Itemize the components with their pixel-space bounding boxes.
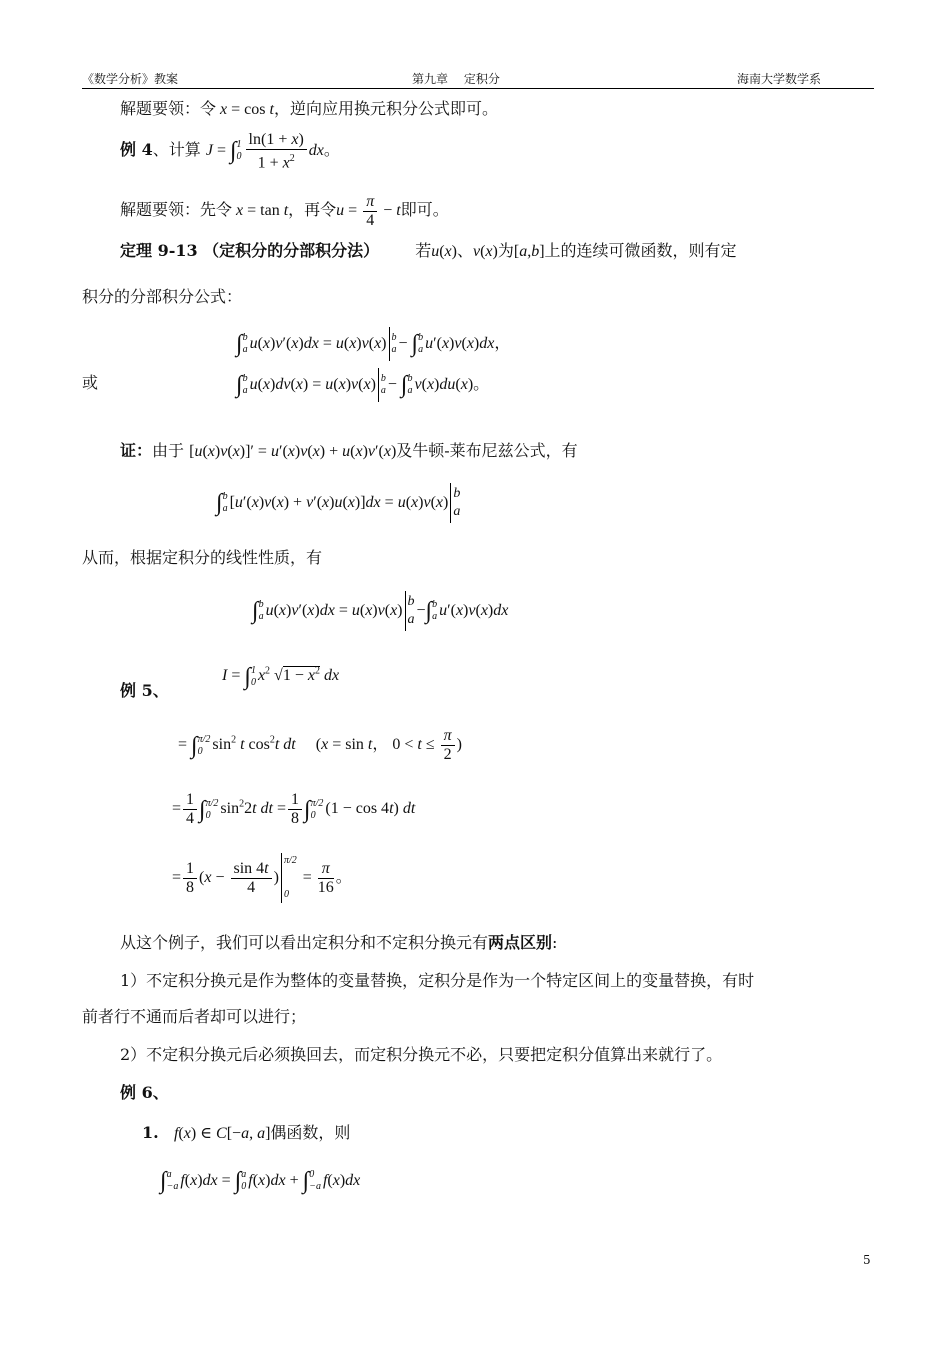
parts-formula-2: ∫ b a u(x)dv(x) = u(x)v(x) b a − ∫ b a v(x)du(x)。 [236, 364, 489, 404]
ex5-step-3: = $\frac{1}{8}$ (x − $\frac{\sin 4t}{4}$ ) π/2 0 = $\frac{\pi}{16}$ 。 [172, 846, 352, 908]
proof-formula: ∫ b a [u′(x)v(x) + v′(x)u(x)]dx = u(x)v(x) b a [216, 480, 462, 524]
difference-1: 1）不定积分换元是作为整体的变量替换，定积分是作为一个特定区间上的变量替换，有时 [120, 971, 755, 990]
ex5-step-2: = $\frac{1}{4}$ ∫ π/2 0 $\sin^22t$ dt = $\frac{1}{8}$ ∫ π/2 0 (1 − cos 4t) dt [172, 791, 416, 828]
example-5-integral: I = ∫ 1 0 $x^2$ $√1 - x^2$ dx [222, 663, 340, 690]
linear-text: 从而，根据定积分的线性性质，有 [82, 548, 323, 567]
example-6-formula: ∫ a −a f(x)dx = ∫ a 0 f(x)dx + ∫ 0 −a f(x)dx [160, 1168, 361, 1195]
header-center: 第九章 定积分 [412, 72, 500, 86]
example-5-label: 例 5、 [120, 681, 169, 700]
or-label: 或 [82, 373, 99, 392]
theorem-9-13: 定理 9-13 （定积分的分部积分法） 若u(x)、v(x)为[a,b]上的连续可微函数，则有定 [120, 241, 737, 260]
header-left: 《数学分析》教案 [82, 72, 179, 86]
ex5-step-1: = ∫ π/2 0 $\sin^2 t$ $\cos^2t$ dt (x = sin t， 0 < t ≤ $\frac{\pi}{2}$ ) [178, 727, 462, 764]
theorem-cont: 积分的分部积分公式： [82, 287, 243, 306]
page-number: 5 [863, 1253, 871, 1267]
hint-2: 解题要领：先令 x = tan t，再令u = $\frac{\pi}{4}$ − t即可。 [120, 192, 449, 229]
difference-2: 2）不定积分换元后必须换回去，而定积分换元不必，只要把定积分值算出来就行了。 [120, 1045, 723, 1064]
header-right: 海南大学数学系 [737, 72, 822, 86]
example-4: 例 4、计算 J = ∫ 1 0 $\frac{\ln(1 + x)}{1 + x^2}$ dx。 [120, 130, 340, 171]
example-6-label: 例 6、 [120, 1083, 169, 1102]
difference-1-cont: 前者行不通而后者却可以进行； [82, 1007, 307, 1026]
linear-formula: ∫ b a u(x)v′(x)dx = u(x)v(x) b a −∫ b a u′(x)v(x)dx [252, 588, 508, 632]
proof-line: 证：由于 [u(x)v(x)]′ = u′(x)v(x) + u(x)v′(x)及牛顿-莱布尼兹公式，有 [120, 441, 578, 460]
example-6-item-1: 1. f(x) ∈ C[−a, a]偶函数，则 [142, 1123, 351, 1142]
parts-formula-1: ∫ b a u(x)v′(x)dx = u(x)v(x) b a − ∫ b a u′(x)v(x)dx， [236, 323, 510, 363]
hint-1: 解题要领：令 x = cos t，逆向应用换元积分公式即可。 [120, 99, 498, 118]
differences-intro: 从这个例子，我们可以看出定积分和不定积分换元有两点区别: [120, 933, 558, 952]
header-rule [82, 88, 874, 89]
